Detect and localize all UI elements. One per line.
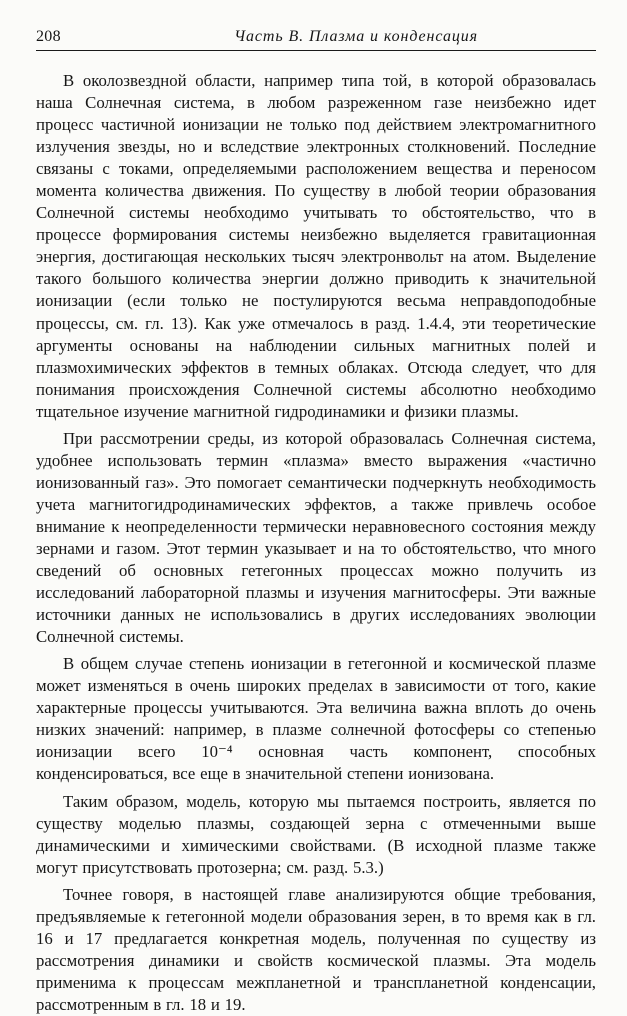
paragraph-4: Таким образом, модель, которую мы пытаемся построить, является по существу моделью плазмы, создающей зерна с отмеченными выше динамическими и химическими свойствами. (В исходной плазме также могут присутствовать протозерна; см. разд. 5.3.) (36, 791, 596, 877)
paragraph-3: В общем случае степень ионизации в гетегонной и космической плазме может изменяться в очень широких пределах в зависимости от того, какие характерные процессы учитываются. Эта величина важна вплоть до очень низких значений: например, в плазме солнечной фотосферы со степенью ионизации всего 10⁻⁴ основная часть компонент, способных конденсироваться, все еще в значительной степени ионизована. (36, 654, 596, 784)
paragraph-1: В околозвездной области, например типа той, в которой образовалась наша Солнечная система, в любом разреженном газе неизбежно идет процесс частичной ионизации не только под действием электромагнитного излучения звезды, но и вследствие электронных столкновений. Последние связаны с токами, определяемыми расположением вещества и переносом момента количества движения. По существу в любой теории образования Солнечной системы необходимо учитывать то обстоятельство, что в процессе формирования системы неизбежно выделяется гравитационная энергия, достигающая нескольких тысяч электронвольт на атом. Выделение такого большого количества энергии должно приводить к значительной ионизации (если только не постулируются весьма неправдоподобные процессы, см. гл. 13). Как уже отмечалось в разд. 1.4.4, эти теоретические аргументы основаны на наблюдении сильных магнитных полей и плазмохимических эффектов в темных облаках. Отсюда следует, что для понимания происхождения Солнечной системы абсолютно необходимо тщательное изучение магнитной гидродинамики и физики плазмы. (36, 71, 596, 421)
paragraph-5: Точнее говоря, в настоящей главе анализируются общие требования, предъявляемые к гетегонной модели образования зерен, в то время как в гл. 16 и 17 предлагается конкретная модель, полученная по существу из рассмотрения динамики и свойств космической плазмы. Эта модель применима к процессам межпланетной и транспланетной конденсации, рассмотренным в гл. 18 и 19. (36, 884, 596, 1014)
running-head: Часть В. Плазма и конденсация (234, 28, 478, 45)
page-header (36, 24, 596, 51)
page-number: 208 (36, 28, 61, 45)
book-page (36, 24, 596, 1016)
paragraph-2: При рассмотрении среды, из которой образовалась Солнечная система, удобнее использовать термин «плазма» вместо выражения «частично ионизованный газ». Это помогает семантически подчеркнуть необходимость учета магнитогидродинамических эффектов, а также привлечь особое внимание к неопределенности термически неравновесного состояния между зернами и газом. Этот термин указывает и на то обстоятельство, что много сведений об основных гетегонных процессах можно получить из исследований лабораторной плазмы и изучения магнитосферы. Эти важные источники данных не использовались в других исследованиях эволюции Солнечной системы. (36, 428, 596, 647)
main-text (36, 70, 596, 1016)
